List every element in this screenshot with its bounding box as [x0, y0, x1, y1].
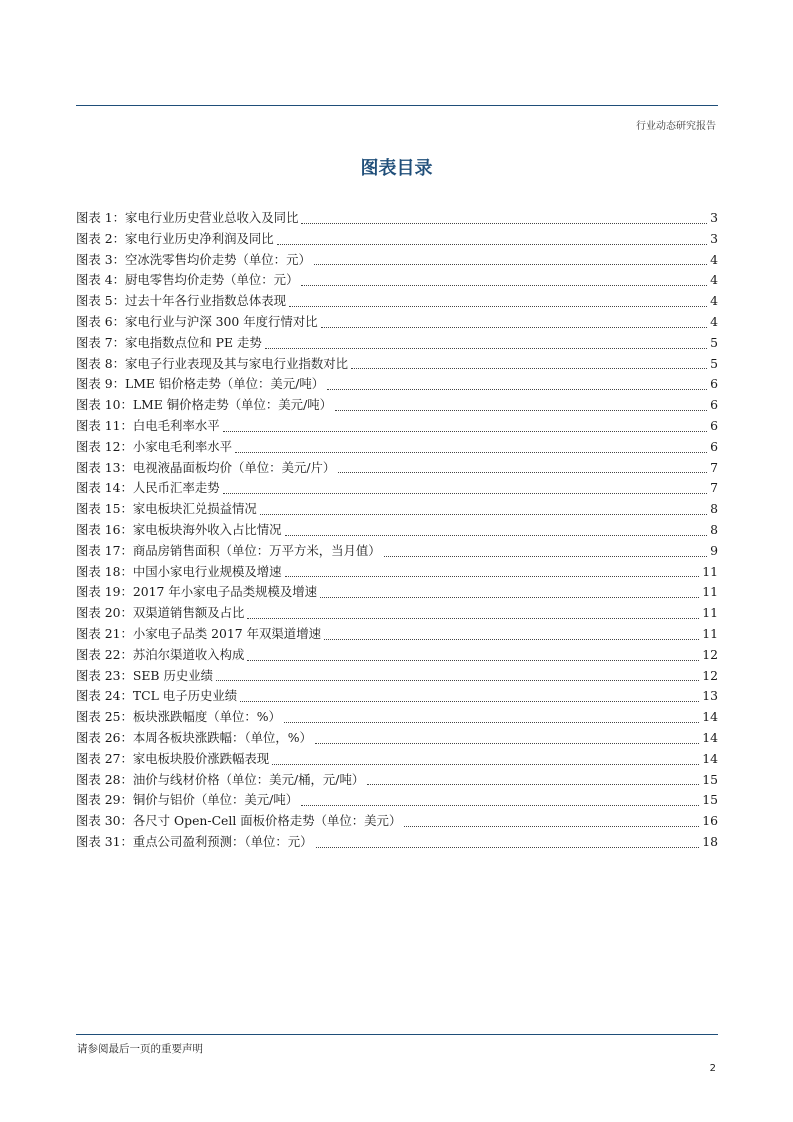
toc-entry[interactable] — [76, 499, 718, 520]
toc-entry-page: 4 — [710, 251, 718, 267]
toc-entry-label: 图表 4：厨电零售均价走势（单位：元） — [76, 272, 299, 288]
toc-entry[interactable] — [76, 333, 718, 354]
toc-entry[interactable] — [76, 437, 718, 458]
toc-entry-label: 图表 5：过去十年各行业指数总体表现 — [76, 293, 287, 309]
toc-entry[interactable] — [76, 208, 718, 229]
toc-entry-label: 图表 16：家电板块海外收入占比情况 — [76, 521, 282, 537]
toc-entry[interactable] — [76, 374, 718, 395]
toc-entry-page: 8 — [710, 521, 718, 537]
toc-entry-page: 6 — [710, 438, 718, 454]
toc-entry[interactable] — [76, 749, 718, 770]
dot-leader — [324, 638, 699, 640]
toc-entry-page: 4 — [710, 293, 718, 309]
dot-leader — [301, 222, 707, 224]
toc-entry-label: 图表 10：LME 铜价格走势（单位：美元/吨） — [76, 397, 333, 413]
toc-entry-page: 12 — [702, 667, 718, 683]
toc-entry-label: 图表 1：家电行业历史营业总收入及同比 — [76, 210, 299, 225]
toc-entry-label: 图表 21：小家电子品类 2017 年双渠道增速 — [76, 625, 321, 641]
page-title: 图表目录 — [360, 158, 433, 179]
dot-leader — [301, 284, 707, 286]
toc-entry[interactable] — [76, 270, 718, 291]
toc-entry-label: 图表 23：SEB 历史业绩 — [76, 667, 214, 683]
dot-leader — [351, 367, 707, 369]
toc-entry-label: 图表 29：铜价与铝价（单位：美元/吨） — [76, 792, 299, 808]
dot-leader — [338, 471, 707, 473]
toc-entry-label: 图表 12：小家电毛利率水平 — [76, 438, 233, 454]
toc-entry-label: 图表 18：中国小家电行业规模及增速 — [76, 563, 282, 579]
dot-leader — [247, 659, 699, 661]
toc-entry[interactable] — [76, 562, 718, 583]
dot-leader — [404, 825, 699, 827]
toc-entry-label: 图表 15：家电板块汇兑损益情况 — [76, 501, 257, 517]
toc-entry[interactable] — [76, 312, 718, 333]
toc-entry[interactable] — [76, 458, 718, 479]
toc-entry[interactable] — [76, 354, 718, 375]
toc-entry-page: 11 — [702, 625, 718, 641]
toc-entry[interactable] — [76, 645, 718, 666]
toc-entry-page: 14 — [702, 750, 718, 766]
toc-entry[interactable] — [76, 250, 718, 271]
toc-entry-page: 11 — [702, 584, 718, 600]
toc-entry-label: 图表 27：家电板块股价涨跌幅表现 — [76, 750, 270, 766]
dot-leader — [316, 846, 700, 848]
report-type-label: 行业动态研究报告 — [636, 121, 716, 132]
dot-leader — [335, 409, 707, 411]
toc-entry-page: 15 — [702, 792, 718, 808]
toc-entry[interactable] — [76, 582, 718, 603]
dot-leader — [277, 243, 707, 245]
toc-entry[interactable] — [76, 478, 718, 499]
toc-entry-label: 图表 26：本周各板块涨跌幅：（单位，%） — [76, 729, 312, 745]
toc-entry[interactable] — [76, 790, 718, 811]
toc-entry-page: 16 — [702, 813, 718, 829]
toc-entry-page: 6 — [710, 417, 718, 433]
toc-entry[interactable] — [76, 728, 718, 749]
dot-leader — [223, 492, 707, 494]
toc-entry-page: 4 — [710, 313, 718, 329]
page-number: 2 — [709, 1063, 716, 1074]
toc-entry[interactable] — [76, 395, 718, 416]
toc-entry[interactable] — [76, 291, 718, 312]
dot-leader — [367, 783, 699, 785]
toc-entry[interactable] — [76, 686, 718, 707]
toc-entry-page: 4 — [710, 272, 718, 288]
toc-entry[interactable] — [76, 666, 718, 687]
toc-entry-label: 图表 11：白电毛利率水平 — [76, 417, 220, 433]
toc-entry-label: 图表 28：油价与线材价格（单位：美元/桶，元/吨） — [76, 771, 365, 787]
toc-entry-label: 图表 2：家电行业历史净利润及同比 — [76, 230, 274, 246]
dot-leader — [320, 596, 699, 598]
dot-leader — [247, 617, 699, 619]
dot-leader — [285, 575, 700, 577]
toc-entry-label: 图表 30：各尺寸 Open-Cell 面板价格走势（单位：美元） — [76, 813, 402, 829]
toc-entry-label: 图表 3：空冰洗零售均价走势（单位：元） — [76, 251, 311, 267]
toc-entry[interactable] — [76, 811, 718, 832]
dot-leader — [284, 721, 699, 723]
toc-entry[interactable] — [76, 520, 718, 541]
toc-entry[interactable] — [76, 624, 718, 645]
toc-entry-label: 图表 31：重点公司盈利预测：（单位：元） — [76, 833, 313, 849]
toc-entry-label: 图表 19：2017 年小家电子品类规模及增速 — [76, 584, 318, 600]
dot-leader — [235, 451, 707, 453]
toc-entry-label: 图表 9：LME 铝价格走势（单位：美元/吨） — [76, 376, 325, 392]
dot-leader — [216, 679, 699, 681]
toc-entry-page: 18 — [702, 833, 718, 849]
footer-rule — [76, 1034, 718, 1035]
dot-leader — [384, 555, 707, 557]
toc-entry[interactable] — [76, 770, 718, 791]
toc-entry[interactable] — [76, 416, 718, 437]
dot-leader — [272, 763, 699, 765]
dot-leader — [315, 742, 699, 744]
dot-leader — [314, 263, 707, 265]
dot-leader — [327, 388, 707, 390]
toc-entry-page: 5 — [710, 334, 718, 350]
toc-entry-label: 图表 7：家电指数点位和 PE 走势 — [76, 334, 262, 350]
disclaimer-text: 请参阅最后一页的重要声明 — [77, 1043, 203, 1055]
toc-entry-page: 6 — [710, 397, 718, 413]
toc-entry[interactable] — [76, 707, 718, 728]
toc-entry-page: 11 — [702, 605, 718, 621]
toc-entry[interactable] — [76, 832, 718, 853]
toc-entry-label: 图表 8：家电子行业表现及其与家电行业指数对比 — [76, 355, 349, 371]
toc-entry[interactable] — [76, 541, 718, 562]
dot-leader — [265, 347, 707, 349]
toc-entry-page: 6 — [710, 376, 718, 392]
dot-leader — [285, 534, 707, 536]
toc-entry-page: 13 — [702, 688, 718, 704]
toc-entry-page: 7 — [710, 459, 718, 475]
dot-leader — [223, 430, 707, 432]
toc-entry-page: 12 — [702, 646, 718, 662]
dot-leader — [321, 326, 707, 328]
toc-entry-label: 图表 24：TCL 电子历史业绩 — [76, 688, 238, 704]
toc-entry[interactable] — [76, 229, 718, 250]
toc-entry-page: 14 — [702, 729, 718, 745]
toc-entry-label: 图表 22：苏泊尔渠道收入构成 — [76, 646, 245, 662]
toc-entry-page: 3 — [710, 230, 718, 246]
toc-entry-page: 3 — [710, 210, 718, 225]
toc-entry-label: 图表 25：板块涨跌幅度（单位：%） — [76, 709, 281, 725]
toc-entry-page: 11 — [702, 563, 718, 579]
toc-entry-label: 图表 20：双渠道销售额及占比 — [76, 605, 245, 621]
dot-leader — [301, 804, 699, 806]
toc-entry-page: 15 — [702, 771, 718, 787]
header-rule — [76, 105, 718, 106]
dot-leader — [260, 513, 707, 515]
toc-entry-page: 7 — [710, 480, 718, 496]
toc-entry-page: 9 — [710, 542, 718, 558]
dot-leader — [289, 305, 707, 307]
dot-leader — [240, 700, 699, 702]
toc-entry-label: 图表 14：人民币汇率走势 — [76, 480, 220, 496]
toc-entry-page: 8 — [710, 501, 718, 517]
toc-entry[interactable] — [76, 603, 718, 624]
toc-entry-label: 图表 13：电视液晶面板均价（单位：美元/片） — [76, 459, 336, 475]
table-of-figures — [76, 208, 718, 853]
toc-entry-page: 5 — [710, 355, 718, 371]
toc-entry-page: 14 — [702, 709, 718, 725]
toc-entry-label: 图表 17：商品房销售面积（单位：万平方米，当月值） — [76, 542, 381, 558]
toc-entry-label: 图表 6：家电行业与沪深 300 年度行情对比 — [76, 313, 318, 329]
